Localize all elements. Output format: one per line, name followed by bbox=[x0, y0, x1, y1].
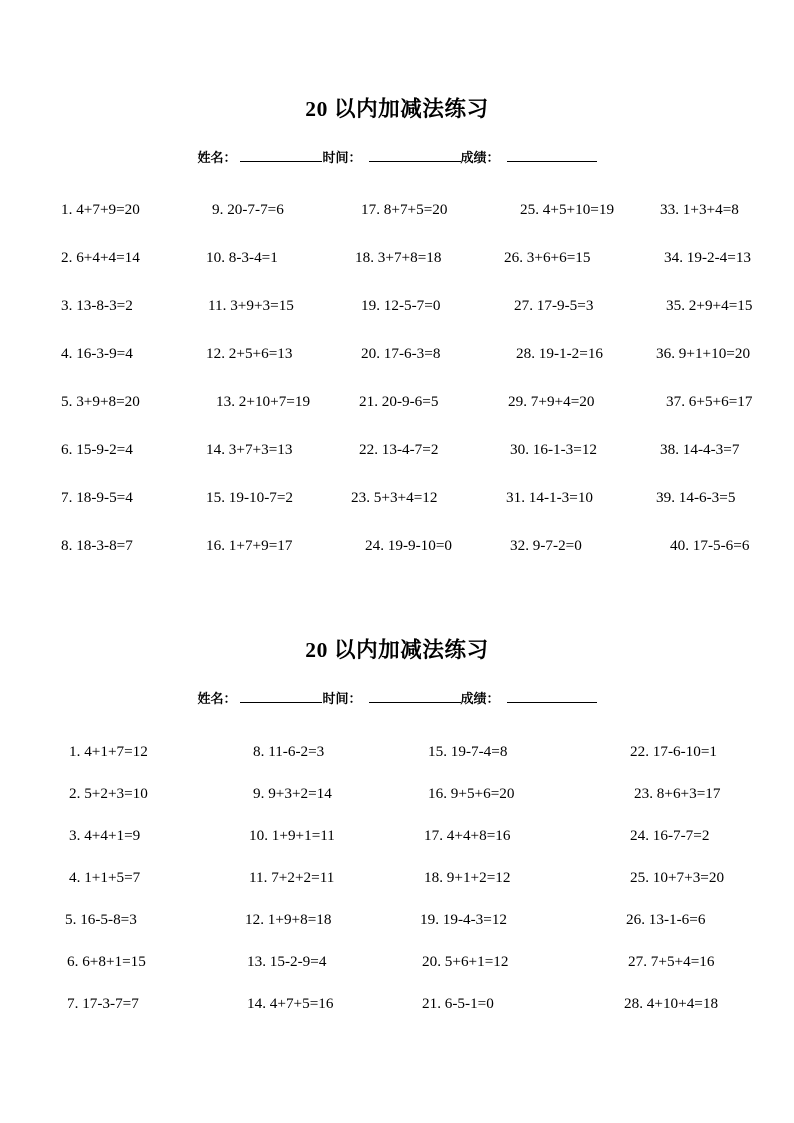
student-info-row bbox=[0, 689, 794, 705]
problem-item: 12. 1+9+8=18 bbox=[245, 911, 332, 929]
name-input-blank[interactable] bbox=[240, 689, 322, 703]
problem-item: 25. 10+7+3=20 bbox=[630, 869, 725, 887]
problem-item: 20. 5+6+1=12 bbox=[422, 953, 509, 971]
problem-item: 18. 3+7+8=18 bbox=[355, 249, 442, 267]
problem-item: 18. 9+1+2=12 bbox=[424, 869, 511, 887]
problem-item: 6. 15-9-2=4 bbox=[61, 441, 133, 459]
score-label: 成绩： bbox=[460, 690, 500, 706]
problem-item: 1. 4+7+9=20 bbox=[61, 201, 140, 219]
problem-item: 26. 13-1-6=6 bbox=[626, 911, 706, 929]
problem-item: 17. 8+7+5=20 bbox=[361, 201, 448, 219]
problem-item: 24. 19-9-10=0 bbox=[365, 537, 453, 555]
problem-item: 23. 8+6+3=17 bbox=[634, 785, 721, 803]
table-row bbox=[61, 474, 794, 522]
problem-item: 15. 19-7-4=8 bbox=[428, 743, 508, 761]
problem-item: 40. 17-5-6=6 bbox=[670, 537, 750, 555]
time-label: 时间： bbox=[322, 149, 362, 165]
problem-item: 11. 3+9+3=15 bbox=[208, 297, 294, 315]
problem-grid-2 bbox=[0, 731, 794, 1025]
problem-item: 32. 9-7-2=0 bbox=[510, 537, 582, 555]
time-label: 时间： bbox=[322, 690, 362, 706]
problem-item: 20. 17-6-3=8 bbox=[361, 345, 441, 363]
table-row bbox=[61, 330, 794, 378]
problem-item: 10. 1+9+1=11 bbox=[249, 827, 335, 845]
problem-item: 22. 13-4-7=2 bbox=[359, 441, 439, 459]
problem-item: 28. 4+10+4=18 bbox=[624, 995, 719, 1013]
score-input-blank[interactable] bbox=[507, 148, 597, 162]
problem-item: 3. 13-8-3=2 bbox=[61, 297, 133, 315]
problem-item: 16. 9+5+6=20 bbox=[428, 785, 515, 803]
problem-item: 16. 1+7+9=17 bbox=[206, 537, 293, 555]
table-row bbox=[65, 731, 794, 773]
problem-item: 9. 9+3+2=14 bbox=[253, 785, 332, 803]
problem-item: 9. 20-7-7=6 bbox=[212, 201, 284, 219]
problem-item: 23. 5+3+4=12 bbox=[351, 489, 438, 507]
name-input-blank[interactable] bbox=[240, 148, 322, 162]
student-info-row bbox=[0, 148, 794, 164]
problem-item: 7. 17-3-7=7 bbox=[67, 995, 139, 1013]
table-row bbox=[61, 282, 794, 330]
table-row bbox=[61, 426, 794, 474]
problem-item: 36. 9+1+10=20 bbox=[656, 345, 751, 363]
problem-item: 8. 11-6-2=3 bbox=[253, 743, 325, 761]
problem-item: 29. 7+9+4=20 bbox=[508, 393, 595, 411]
problem-item: 30. 16-1-3=12 bbox=[510, 441, 598, 459]
problem-item: 10. 8-3-4=1 bbox=[206, 249, 278, 267]
problem-item: 35. 2+9+4=15 bbox=[666, 297, 753, 315]
table-row bbox=[65, 941, 794, 983]
table-row bbox=[61, 378, 794, 426]
problem-item: 2. 6+4+4=14 bbox=[61, 249, 140, 267]
problem-item: 13. 2+10+7=19 bbox=[216, 393, 311, 411]
time-input-blank[interactable] bbox=[369, 148, 461, 162]
problem-item: 37. 6+5+6=17 bbox=[666, 393, 753, 411]
name-label: 姓名： bbox=[197, 149, 237, 165]
table-row bbox=[65, 773, 794, 815]
table-row bbox=[61, 522, 794, 570]
problem-item: 1. 4+1+7=12 bbox=[69, 743, 148, 761]
score-input-blank[interactable] bbox=[507, 689, 597, 703]
problem-item: 26. 3+6+6=15 bbox=[504, 249, 591, 267]
problem-item: 17. 4+4+8=16 bbox=[424, 827, 511, 845]
page-title: 20 以内加减法练习 bbox=[305, 97, 489, 121]
table-row bbox=[65, 815, 794, 857]
problem-item: 5. 16-5-8=3 bbox=[65, 911, 137, 929]
problem-item: 39. 14-6-3=5 bbox=[656, 489, 736, 507]
problem-item: 22. 17-6-10=1 bbox=[630, 743, 718, 761]
problem-item: 19. 19-4-3=12 bbox=[420, 911, 508, 929]
name-label: 姓名： bbox=[197, 690, 237, 706]
table-row bbox=[61, 234, 794, 282]
problem-item: 4. 1+1+5=7 bbox=[69, 869, 141, 887]
score-label: 成绩： bbox=[460, 149, 500, 165]
problem-item: 24. 16-7-7=2 bbox=[630, 827, 710, 845]
problem-item: 21. 20-9-6=5 bbox=[359, 393, 439, 411]
table-row bbox=[65, 857, 794, 899]
table-row bbox=[65, 983, 794, 1025]
table-row bbox=[65, 899, 794, 941]
worksheet-section-2 bbox=[0, 637, 794, 1025]
worksheet-section-1 bbox=[0, 96, 794, 570]
problem-item: 28. 19-1-2=16 bbox=[516, 345, 604, 363]
table-row bbox=[61, 186, 794, 234]
problem-item: 27. 7+5+4=16 bbox=[628, 953, 715, 971]
problem-item: 15. 19-10-7=2 bbox=[206, 489, 294, 507]
problem-item: 27. 17-9-5=3 bbox=[514, 297, 594, 315]
problem-item: 3. 4+4+1=9 bbox=[69, 827, 141, 845]
problem-item: 33. 1+3+4=8 bbox=[660, 201, 739, 219]
problem-item: 11. 7+2+2=11 bbox=[249, 869, 335, 887]
problem-item: 34. 19-2-4=13 bbox=[664, 249, 752, 267]
problem-item: 6. 6+8+1=15 bbox=[67, 953, 146, 971]
problem-grid-1 bbox=[0, 186, 794, 570]
page-title: 20 以内加减法练习 bbox=[305, 638, 489, 662]
problem-item: 4. 16-3-9=4 bbox=[61, 345, 133, 363]
problem-item: 14. 4+7+5=16 bbox=[247, 995, 334, 1013]
problem-item: 7. 18-9-5=4 bbox=[61, 489, 133, 507]
problem-item: 38. 14-4-3=7 bbox=[660, 441, 740, 459]
problem-item: 14. 3+7+3=13 bbox=[206, 441, 293, 459]
problem-item: 2. 5+2+3=10 bbox=[69, 785, 148, 803]
problem-item: 12. 2+5+6=13 bbox=[206, 345, 293, 363]
problem-item: 13. 15-2-9=4 bbox=[247, 953, 327, 971]
problem-item: 21. 6-5-1=0 bbox=[422, 995, 494, 1013]
problem-item: 19. 12-5-7=0 bbox=[361, 297, 441, 315]
problem-item: 25. 4+5+10=19 bbox=[520, 201, 615, 219]
problem-item: 5. 3+9+8=20 bbox=[61, 393, 140, 411]
time-input-blank[interactable] bbox=[369, 689, 461, 703]
problem-item: 8. 18-3-8=7 bbox=[61, 537, 133, 555]
problem-item: 31. 14-1-3=10 bbox=[506, 489, 594, 507]
